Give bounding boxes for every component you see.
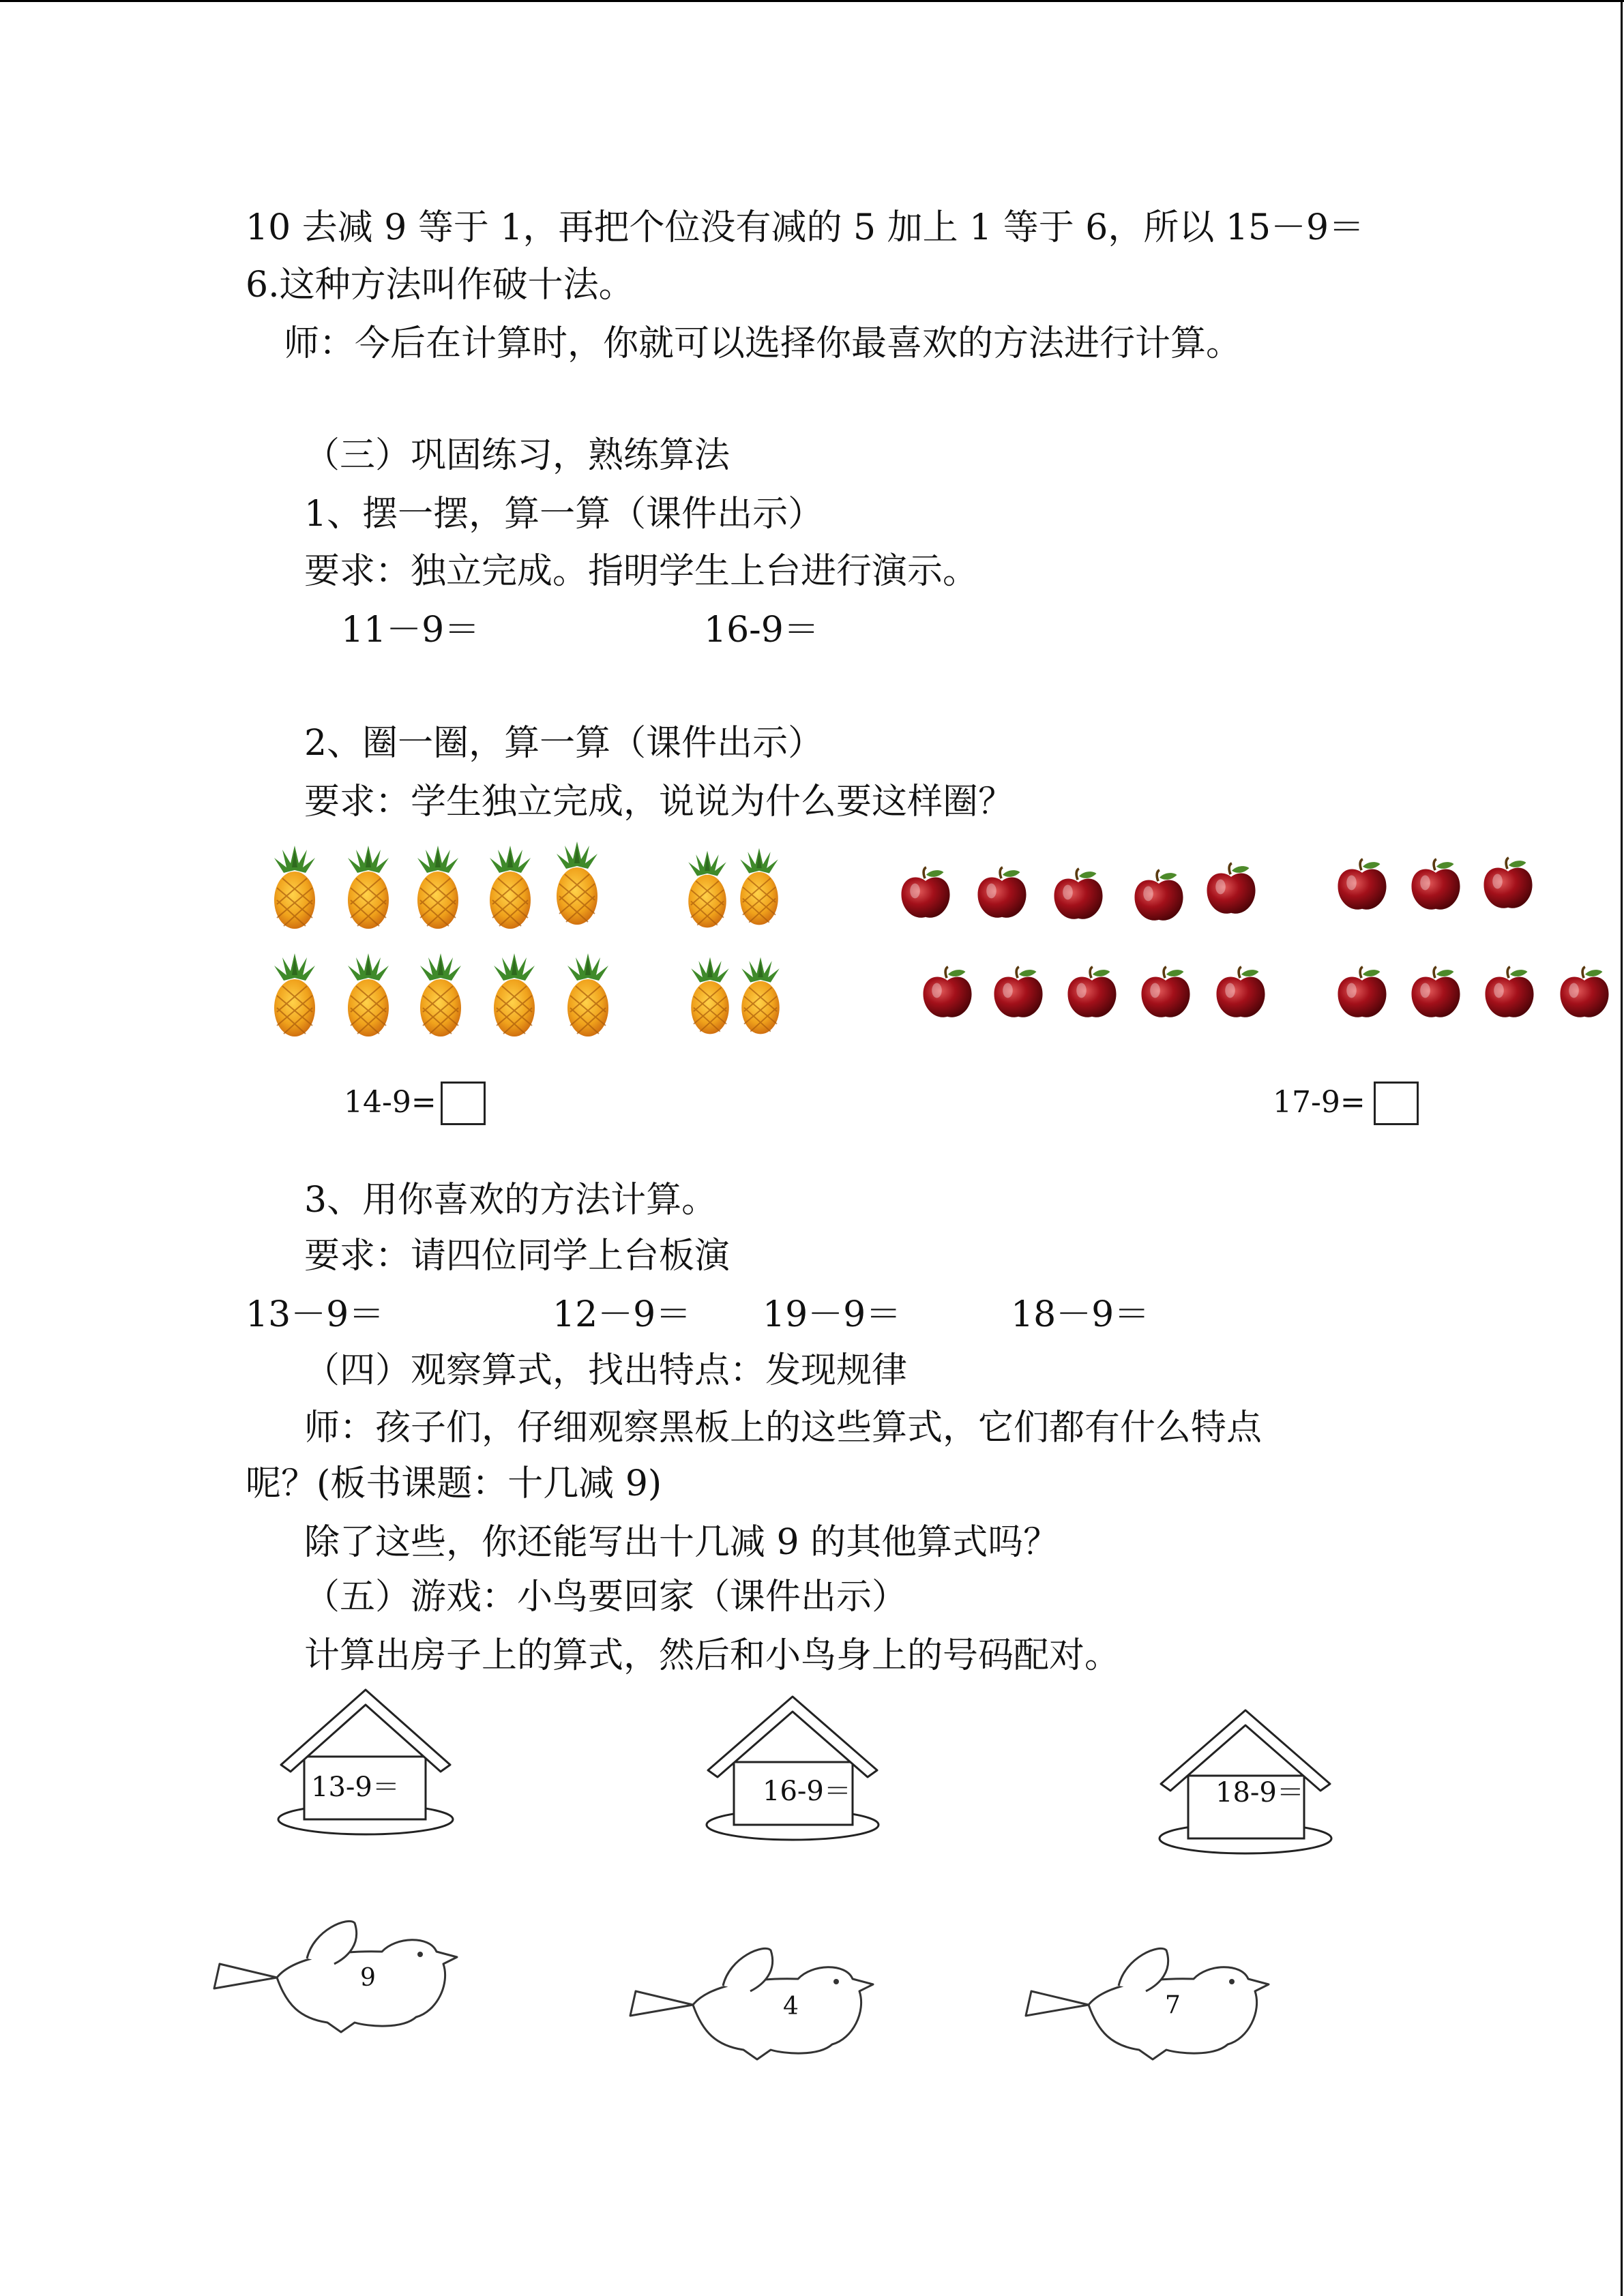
item-1-requirement: 要求：独立完成。指明学生上台进行演示。 — [304, 551, 979, 592]
house-3-label: 18-9＝ — [1215, 1777, 1304, 1808]
item-3-title: 3、用你喜欢的方法计算。 — [304, 1180, 718, 1221]
apple-icon — [1138, 966, 1194, 1022]
right-border — [1621, 0, 1623, 2296]
apple-icon — [898, 866, 954, 922]
section-4-line-1: 师：孩子们，仔细观察黑板上的这些算式，它们都有什么特点 — [304, 1407, 1263, 1448]
apple-icon — [1334, 966, 1390, 1022]
item-3-equation-3: 19－9＝ — [763, 1294, 902, 1335]
section-5-heading: （五）游戏：小鸟要回家（课件出示） — [304, 1577, 908, 1617]
bird-1[interactable] — [211, 1909, 484, 2046]
apple-icon — [1203, 862, 1259, 918]
item-1-equation-b: 16-9＝ — [704, 610, 819, 651]
item-2-requirement: 要求：学生独立完成，说说为什么要这样圈？ — [304, 781, 1014, 822]
item-1-title: 1、摆一摆，算一算（课件出示） — [304, 494, 824, 535]
apple-icon — [1213, 966, 1269, 1022]
answer-box-left[interactable] — [441, 1082, 486, 1125]
apple-icon — [1064, 966, 1120, 1022]
house-2-label: 16-9＝ — [763, 1776, 851, 1807]
top-border — [0, 0, 1624, 2]
pineapple-icon — [685, 952, 735, 1039]
house-2[interactable] — [700, 1691, 885, 1848]
item-3-equation-4: 18－9＝ — [1011, 1294, 1150, 1335]
item-2-equation-left: 14-9= — [344, 1085, 437, 1120]
pineapple-icon — [561, 951, 615, 1039]
bird-2-number: 4 — [783, 1993, 799, 2021]
pineapple-icon — [341, 843, 396, 931]
pineapple-icon — [413, 951, 468, 1039]
pineapple-icon — [735, 952, 786, 1039]
apple-icon — [919, 966, 975, 1022]
item-3-equation-2: 12－9＝ — [552, 1294, 692, 1335]
pineapple-icon — [682, 846, 733, 933]
pineapple-icon — [487, 951, 542, 1039]
pineapple-icon — [341, 951, 396, 1039]
house-3[interactable] — [1153, 1705, 1338, 1862]
section-4-line-2: 呢？(板书课题：十几减 9) — [246, 1463, 662, 1504]
bird-3[interactable] — [1023, 1937, 1296, 2073]
paragraph-line-2: 6.这种方法叫作破十法。 — [246, 265, 634, 305]
pineapple-icon — [267, 843, 322, 931]
apple-icon — [974, 866, 1030, 922]
apple-icon — [1480, 856, 1536, 912]
apple-icon — [1556, 966, 1612, 1022]
house-1[interactable] — [273, 1684, 458, 1841]
apple-icon — [1334, 858, 1390, 914]
item-3-requirement: 要求：请四位同学上台板演 — [304, 1236, 730, 1277]
paragraph-line-1: 10 去减 9 等于 1，再把个位没有减的 5 加上 1 等于 6，所以 15－9＝ — [246, 207, 1365, 248]
apple-icon — [1131, 869, 1187, 925]
pineapple-icon — [483, 843, 537, 931]
pineapple-icon — [734, 843, 784, 930]
section-4-heading: （四）观察算式，找出特点：发现规律 — [304, 1350, 908, 1391]
apple-icon — [1050, 867, 1106, 923]
section-4-line-3: 除了这些，你还能写出十几减 9 的其他算式吗？ — [304, 1522, 1059, 1563]
apple-icon — [1481, 966, 1537, 1022]
apple-icon — [1408, 858, 1464, 914]
bird-3-number: 7 — [1165, 1991, 1181, 2019]
bird-1-number: 9 — [360, 1964, 376, 1992]
pineapple-icon — [267, 951, 322, 1039]
item-2-title: 2、圈一圈，算一算（课件出示） — [304, 723, 824, 764]
item-1-equation-a: 11－9＝ — [341, 610, 480, 651]
section-3-heading: （三）巩固练习，熟练算法 — [304, 435, 730, 476]
pineapple-icon — [411, 843, 465, 931]
item-2-equation-right: 17-9= — [1273, 1085, 1365, 1120]
item-3-equation-1: 13－9＝ — [246, 1294, 385, 1335]
pineapple-icon — [550, 839, 604, 927]
paragraph-line-3: 师：今后在计算时，你就可以选择你最喜欢的方法进行计算。 — [284, 323, 1242, 364]
apple-icon — [990, 966, 1046, 1022]
apple-icon — [1408, 966, 1464, 1022]
bird-2[interactable] — [628, 1937, 900, 2073]
house-1-label: 13-9＝ — [311, 1772, 400, 1803]
section-5-line-1: 计算出房子上的算式，然后和小鸟身上的号码配对。 — [304, 1635, 1121, 1676]
answer-box-right[interactable] — [1374, 1082, 1419, 1125]
